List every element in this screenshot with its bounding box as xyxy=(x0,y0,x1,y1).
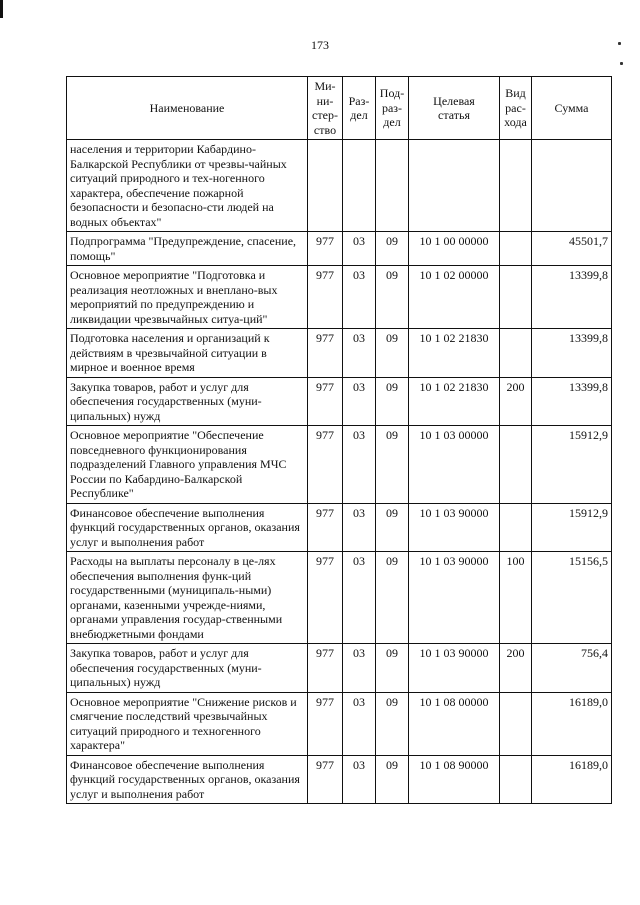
cell-amount: 13399,8 xyxy=(532,377,612,426)
cell-target-item: 10 1 03 90000 xyxy=(409,503,500,552)
cell-ministry: 977 xyxy=(308,644,343,693)
cell-subsection: 09 xyxy=(376,232,409,266)
cell-ministry: 977 xyxy=(308,755,343,804)
header-section: Раз- дел xyxy=(343,77,376,140)
cell-section: 03 xyxy=(343,329,376,378)
cell-target-item: 10 1 02 00000 xyxy=(409,266,500,329)
budget-table xyxy=(66,76,612,804)
table-row xyxy=(67,552,612,644)
cell-name: Основное мероприятие "Снижение рисков и смягчение последствий чрезвычайных ситуаций природного и техногенного характера" xyxy=(67,692,308,755)
scan-speck xyxy=(620,62,623,65)
cell-ministry: 977 xyxy=(308,503,343,552)
cell-section: 03 xyxy=(343,377,376,426)
cell-expense-type xyxy=(500,692,532,755)
header-expense-type: Вид рас- хода xyxy=(500,77,532,140)
cell-section: 03 xyxy=(343,426,376,504)
table-row xyxy=(67,377,612,426)
cell-target-item: 10 1 03 90000 xyxy=(409,552,500,644)
cell-target-item xyxy=(409,140,500,232)
cell-amount xyxy=(532,140,612,232)
cell-expense-type xyxy=(500,426,532,504)
cell-amount: 756,4 xyxy=(532,644,612,693)
header-name: Наименование xyxy=(67,77,308,140)
cell-name: Основное мероприятие "Подготовка и реализация неотложных и внеплано-вых мероприятий по предупреждению и ликвидации чрезвычайных ситуа-ций" xyxy=(67,266,308,329)
cell-name: Финансовое обеспечение выполнения функций государственных органов, оказания услуг и выполнения работ xyxy=(67,503,308,552)
cell-amount: 13399,8 xyxy=(532,329,612,378)
cell-ministry: 977 xyxy=(308,232,343,266)
table-row xyxy=(67,692,612,755)
cell-name: Подпрограмма "Предупреждение, спасение, помощь" xyxy=(67,232,308,266)
cell-name: Подготовка населения и организаций к действиям в чрезвычайной ситуации в мирное и военное время xyxy=(67,329,308,378)
cell-section: 03 xyxy=(343,266,376,329)
cell-expense-type xyxy=(500,232,532,266)
cell-subsection: 09 xyxy=(376,329,409,378)
cell-amount: 15156,5 xyxy=(532,552,612,644)
table-row xyxy=(67,644,612,693)
cell-amount: 16189,0 xyxy=(532,755,612,804)
cell-amount: 13399,8 xyxy=(532,266,612,329)
cell-subsection: 09 xyxy=(376,266,409,329)
cell-ministry: 977 xyxy=(308,266,343,329)
cell-section: 03 xyxy=(343,503,376,552)
cell-subsection: 09 xyxy=(376,692,409,755)
cell-ministry: 977 xyxy=(308,377,343,426)
cell-expense-type: 200 xyxy=(500,644,532,693)
cell-target-item: 10 1 03 00000 xyxy=(409,426,500,504)
cell-target-item: 10 1 03 90000 xyxy=(409,644,500,693)
cell-subsection xyxy=(376,140,409,232)
cell-ministry: 977 xyxy=(308,426,343,504)
cell-section: 03 xyxy=(343,552,376,644)
cell-amount: 45501,7 xyxy=(532,232,612,266)
cell-name: Основное мероприятие "Обеспечение повседневного функционирования подразделений Главного управления МЧС России по Кабардино-Балкарской Республике" xyxy=(67,426,308,504)
cell-expense-type xyxy=(500,266,532,329)
cell-ministry: 977 xyxy=(308,329,343,378)
cell-amount: 15912,9 xyxy=(532,503,612,552)
cell-target-item: 10 1 08 90000 xyxy=(409,755,500,804)
cell-ministry: 977 xyxy=(308,692,343,755)
cell-expense-type xyxy=(500,329,532,378)
cell-expense-type xyxy=(500,140,532,232)
header-amount: Сумма xyxy=(532,77,612,140)
table-header-row xyxy=(67,77,612,140)
cell-subsection: 09 xyxy=(376,644,409,693)
cell-section: 03 xyxy=(343,692,376,755)
cell-section: 03 xyxy=(343,755,376,804)
cell-name: населения и территории Кабардино-Балкарской Республики от чрезвы-чайных ситуаций природного и тех-ногенного характера, обеспечение пожарной безопасности и безопасно-сти людей на водных объектах" xyxy=(67,140,308,232)
cell-name: Финансовое обеспечение выполнения функций государственных органов, оказания услуг и выполнения работ xyxy=(67,755,308,804)
cell-expense-type: 100 xyxy=(500,552,532,644)
header-subsection: Под- раз- дел xyxy=(376,77,409,140)
scan-edge-mark xyxy=(0,0,3,18)
page-number: 173 xyxy=(311,38,329,52)
table-row xyxy=(67,232,612,266)
table-row xyxy=(67,329,612,378)
cell-section: 03 xyxy=(343,644,376,693)
cell-expense-type: 200 xyxy=(500,377,532,426)
cell-subsection: 09 xyxy=(376,503,409,552)
table-row xyxy=(67,503,612,552)
cell-amount: 15912,9 xyxy=(532,426,612,504)
cell-subsection: 09 xyxy=(376,426,409,504)
cell-expense-type xyxy=(500,755,532,804)
header-ministry: Ми- ни- стер- ство xyxy=(308,77,343,140)
cell-ministry: 977 xyxy=(308,552,343,644)
cell-name: Расходы на выплаты персоналу в це-лях обеспечения выполнения функ-ций государственными (муниципаль-ными) органами, казенными учрежде-ниями, органами управления государ-ственными внебюджетными фондами xyxy=(67,552,308,644)
cell-section: 03 xyxy=(343,232,376,266)
cell-target-item: 10 1 02 21830 xyxy=(409,377,500,426)
cell-amount: 16189,0 xyxy=(532,692,612,755)
table-row xyxy=(67,266,612,329)
table-row xyxy=(67,426,612,504)
cell-subsection: 09 xyxy=(376,755,409,804)
table-row xyxy=(67,755,612,804)
cell-section xyxy=(343,140,376,232)
cell-name: Закупка товаров, работ и услуг для обеспечения государственных (муни-ципальных) нужд xyxy=(67,644,308,693)
cell-ministry xyxy=(308,140,343,232)
table-row xyxy=(67,140,612,232)
cell-target-item: 10 1 08 00000 xyxy=(409,692,500,755)
cell-name: Закупка товаров, работ и услуг для обеспечения государственных (муни-ципальных) нужд xyxy=(67,377,308,426)
cell-subsection: 09 xyxy=(376,377,409,426)
header-target-item: Целевая статья xyxy=(409,77,500,140)
cell-expense-type xyxy=(500,503,532,552)
cell-target-item: 10 1 02 21830 xyxy=(409,329,500,378)
cell-subsection: 09 xyxy=(376,552,409,644)
cell-target-item: 10 1 00 00000 xyxy=(409,232,500,266)
